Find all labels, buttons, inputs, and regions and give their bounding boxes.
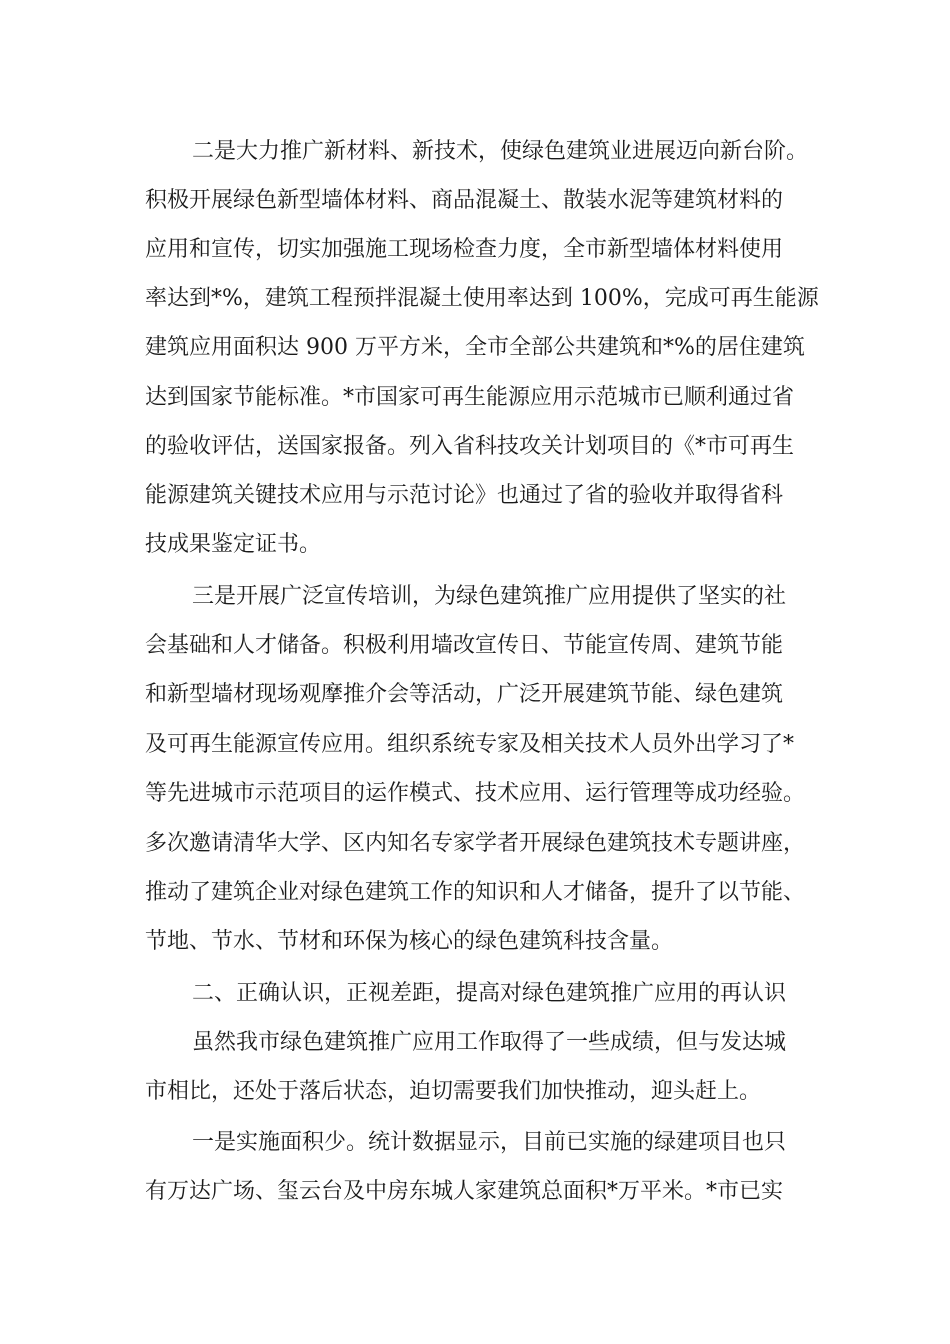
text-line: 虽然我市绿色建筑推广应用工作取得了一些成绩，但与发达城 bbox=[192, 1030, 787, 1055]
text-line: 多次邀请清华大学、区内知名专家学者开展绿色建筑技术专题讲座， bbox=[145, 831, 806, 856]
text-line: 节地、节水、节材和环保为核心的绿色建筑科技含量。 bbox=[145, 929, 674, 954]
text-line: 一是实施面积少。统计数据显示，目前已实施的绿建项目也只 bbox=[192, 1130, 787, 1155]
text-line: 达到国家节能标准。*市国家可再生能源应用示范城市已顺利通过省 bbox=[145, 385, 795, 410]
section-heading: 二、正确认识，正视差距，提高对绿色建筑推广应用的再认识 bbox=[192, 981, 787, 1006]
text-line: 的验收评估，送国家报备。列入省科技攻关计划项目的《*市可再生 bbox=[145, 434, 795, 459]
text-line: 和新型墙材现场观摩推介会等活动，广泛开展建筑节能、绿色建筑 bbox=[145, 682, 784, 707]
text-line: 三是开展广泛宣传培训，为绿色建筑推广应用提供了坚实的社 bbox=[192, 584, 787, 609]
text-line: 及可再生能源宣传应用。组织系统专家及相关技术人员外出学习了* bbox=[145, 732, 795, 757]
text-line: 技成果鉴定证书。 bbox=[145, 532, 322, 557]
text-line: 有万达广场、玺云台及中房东城人家建筑总面积*万平米。*市已实 bbox=[145, 1179, 784, 1204]
text-line: 建筑应用面积达 900 万平方米，全市全部公共建筑和*%的居住建筑 bbox=[145, 335, 805, 360]
text-line: 能源建筑关键技术应用与示范讨论》也通过了省的验收并取得省科 bbox=[145, 483, 784, 508]
text-line: 等先进城市示范项目的运作模式、技术应用、运行管理等成功经验。 bbox=[145, 781, 806, 806]
text-line: 会基础和人才储备。积极利用墙改宣传日、节能宣传周、建筑节能 bbox=[145, 633, 784, 658]
text-line: 率达到*%，建筑工程预拌混凝土使用率达到 100%，完成可再生能源 bbox=[145, 286, 819, 311]
text-line: 积极开展绿色新型墙体材料、商品混凝土、散装水泥等建筑材料的 bbox=[145, 188, 784, 213]
text-line: 二是大力推广新材料、新技术，使绿色建筑业进展迈向新台阶。 bbox=[192, 139, 809, 164]
text-line: 应用和宣传，切实加强施工现场检查力度，全市新型墙体材料使用 bbox=[145, 237, 784, 262]
text-line: 推动了建筑企业对绿色建筑工作的知识和人才储备，提升了以节能、 bbox=[145, 880, 806, 905]
text-line: 市相比，还处于落后状态，迫切需要我们加快推动，迎头赶上。 bbox=[145, 1079, 762, 1104]
